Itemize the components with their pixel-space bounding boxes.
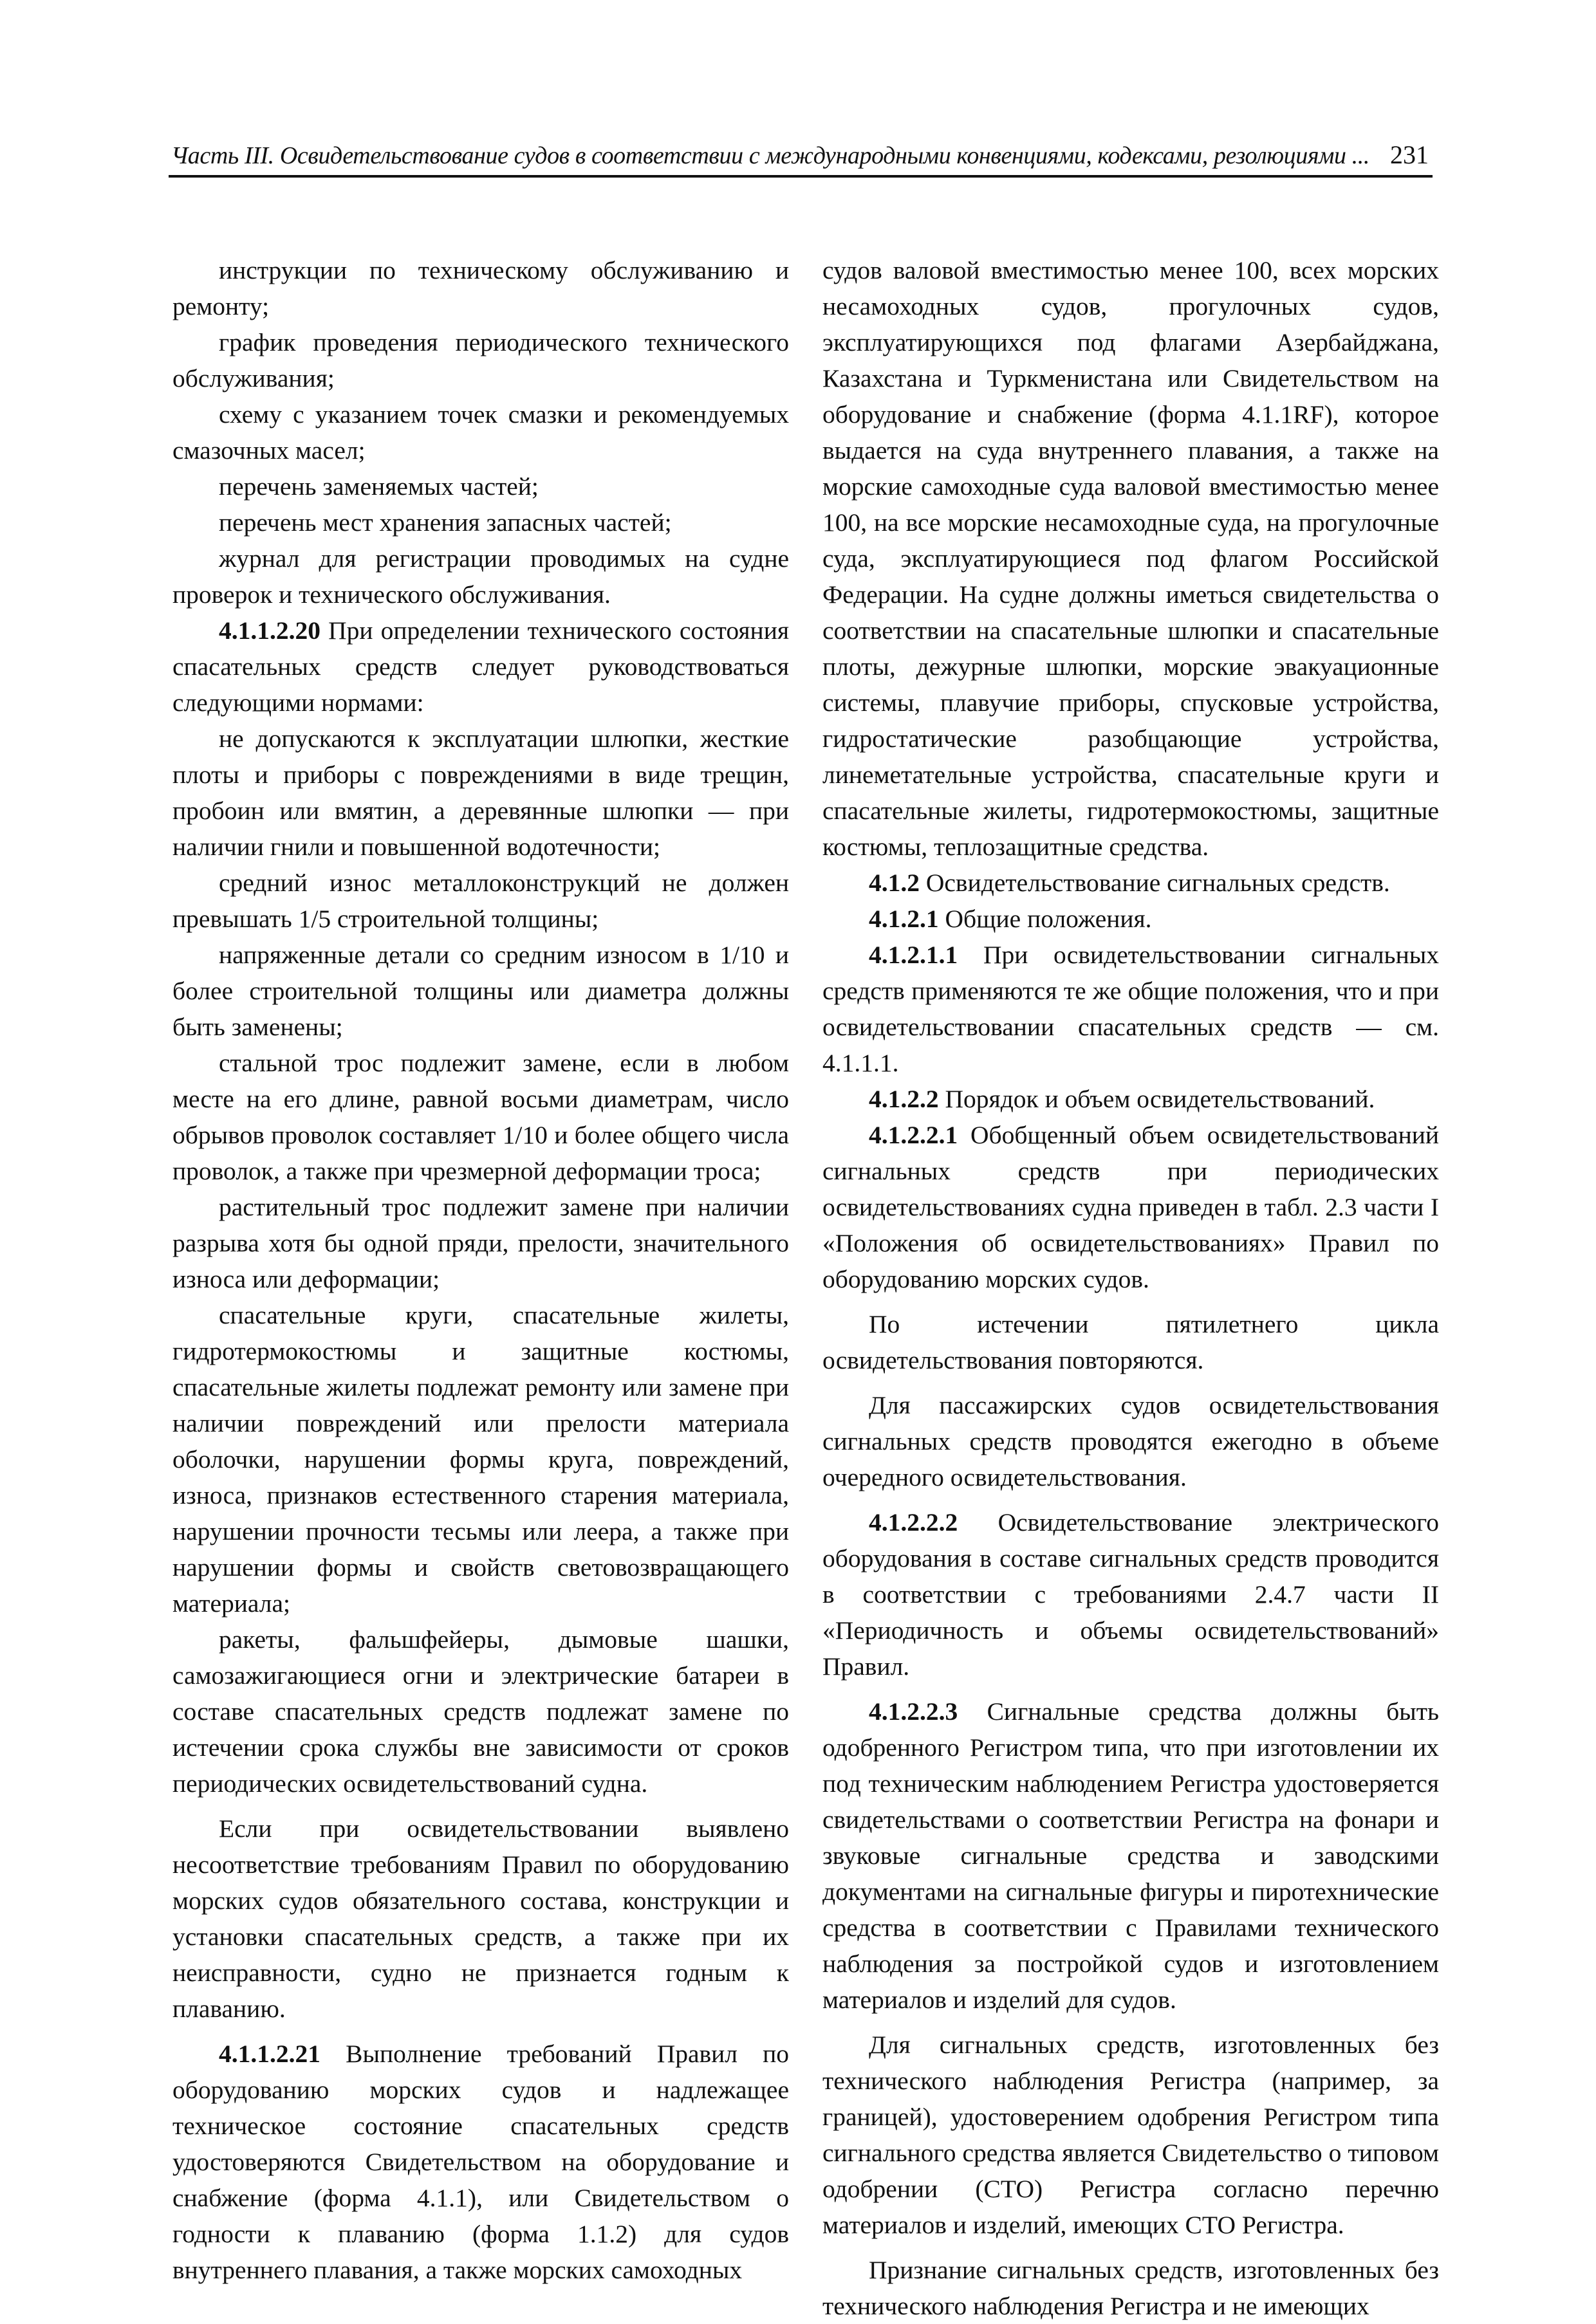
paragraph: перечень заменяемых частей;	[219, 472, 539, 501]
clause-number: 4.1.2.1	[869, 905, 939, 933]
paragraph: журнал для регистрации проводимых на судне проверок и технического обслуживания.	[172, 544, 789, 609]
clause-number: 4.1.2.2.1	[869, 1121, 958, 1149]
paragraph-numbered: 4.1.2.1.1 При освидетельствовании сигнальных средств применяются те же общие положения, что и при освидетельствовании спасательных средств — см. 4.1.1.1.	[822, 941, 1439, 1077]
paragraph-numbered: 4.1.1.2.21 Выполнение требований Правил по оборудованию морских судов и надлежащее техническое состояние спасательных средств удостоверяются Свидетельством на оборудование и снабжение (форма 4.1.1), или Свидетельством о годности к плаванию (форма 1.1.2) для судов внутреннего плавания, а также морских самоходных	[172, 2040, 789, 2284]
paragraph: стальной трос подлежит замене, если в любом месте на его длине, равной восьми диаметрам, число обрывов проволок составляет 1/10 и более общего числа проволок, а также при чрезмерной деформации троса;	[172, 1049, 789, 1185]
paragraph: растительный трос подлежит замене при наличии разрыва хотя бы одной пряди, прелости, значительного износа или деформации;	[172, 1193, 789, 1293]
paragraph: график проведения периодического технического обслуживания;	[172, 328, 789, 392]
paragraph: схему с указанием точек смазки и рекомендуемых смазочных масел;	[172, 400, 789, 465]
header-title: Часть III. Освидетельствование судов в соответствии с международными конвенциями, кодексами, резолюциями ...	[171, 142, 1369, 169]
clause-number: 4.1.2.1.1	[869, 941, 958, 969]
paragraph: Для пассажирских судов освидетельствования сигнальных средств проводятся ежегодно в объеме очередного освидетельствования.	[822, 1391, 1439, 1491]
paragraph-numbered: 4.1.1.2.20 При определении технического состояния спасательных средств следует руководствоваться следующими нормами:	[172, 616, 789, 717]
paragraph-numbered: 4.1.2.1 Общие положения.	[869, 905, 1152, 933]
paragraph-numbered: 4.1.2 Освидетельствование сигнальных средств.	[869, 869, 1390, 897]
page-number: 231	[1390, 140, 1429, 169]
left-column	[172, 252, 789, 2288]
clause-number: 4.1.2.2.2	[869, 1508, 958, 1536]
clause-number: 4.1.2.2.3	[869, 1697, 958, 1726]
clause-number: 4.1.1.2.21	[219, 2040, 320, 2068]
running-header	[169, 136, 1433, 178]
clause-number: 4.1.2.2	[869, 1085, 939, 1113]
paragraph: спасательные круги, спасательные жилеты, гидротермокостюмы и защитные костюмы, спасательные жилеты подлежат ремонту или замене при наличии повреждений или прелости материала оболочки, нарушении формы круга, повреждений, износа, признаков естественного старения материала, нарушении прочности тесьмы или леера, а также при нарушении формы и свойств световозвращающего материала;	[172, 1301, 789, 1618]
paragraph: инструкции по техническому обслуживанию и ремонту;	[172, 256, 789, 320]
paragraph: судов валовой вместимостью менее 100, всех морских несамоходных судов, прогулочных судов, эксплуатирующихся под флагами Азербайджана, Казахстана и Туркменистана или Свидетельством на оборудование и снабжение (форма 4.1.1RF), которое выдается на суда внутреннего плавания, а также на морские самоходные суда валовой вместимостью менее 100, на все морские несамоходные суда, на прогулочные суда, эксплуатирующиеся под флагом Российской Федерации. На судне должны иметься свидетельства о соответствии на спасательные шлюпки и спасательные плоты, дежурные шлюпки, морские эвакуационные системы, плавучие приборы, спусковые устройства, гидростатические разобщающие устройства, линеметательные устройства, спасательные круги и спасательные жилеты, гидротермокостюмы, защитные костюмы, теплозащитные средства.	[822, 256, 1439, 861]
clause-number: 4.1.1.2.20	[219, 616, 320, 645]
paragraph-numbered: 4.1.2.2.2 Освидетельствование электрического оборудования в составе сигнальных средств проводится в соответствии с требованиями 2.4.7 части II «Периодичность и объемы освидетельствований» Правил.	[822, 1508, 1439, 1681]
paragraph: Для сигнальных средств, изготовленных без технического наблюдения Регистра (например, за границей), удостоверением одобрения Регистром типа сигнального средства является Свидетельство о типовом одобрении (СТО) Регистра согласно перечню материалов и изделий, имеющих СТО Регистра.	[822, 2031, 1439, 2239]
paragraph: Если при освидетельствовании выявлено несоответствие требованиям Правил по оборудованию морских судов обязательного состава, конструкции и установки спасательных средств, а также при их неисправности, судно не признается годным к плаванию.	[172, 1814, 789, 2023]
paragraph: перечень мест хранения запасных частей;	[219, 508, 672, 537]
paragraph: Признание сигнальных средств, изготовленных без технического наблюдения Регистра и не имеющих	[822, 2256, 1439, 2320]
paragraph-numbered: 4.1.2.2.3 Сигнальные средства должны быть одобренного Регистром типа, что при изготовлении их под техническим наблюдением Регистра удостоверяется свидетельствами о соответствии Регистра на фонари и звуковые сигнальные средства и заводскими документами на сигнальные фигуры и пиротехнические средства в соответствии с Правилами технического наблюдения за постройкой судов и изготовлением материалов и изделий для судов.	[822, 1697, 1439, 2014]
paragraph-numbered: 4.1.2.2.1 Обобщенный объем освидетельствований сигнальных средств при периодических освидетельствованиях судна приведен в табл. 2.3 части I «Положения об освидетельствованиях» Правил по оборудованию морских судов.	[822, 1121, 1439, 1293]
paragraph: напряженные детали со средним износом в 1/10 и более строительной толщины или диаметра должны быть заменены;	[172, 941, 789, 1041]
right-column	[822, 252, 1439, 2324]
paragraph: По истечении пятилетнего цикла освидетельствования повторяются.	[822, 1310, 1439, 1374]
paragraph-numbered: 4.1.2.2 Порядок и объем освидетельствований.	[869, 1085, 1375, 1113]
paragraph: ракеты, фальшфейеры, дымовые шашки, самозажигающиеся огни и электрические батареи в составе спасательных средств подлежат замене по истечении срока службы вне зависимости от сроков периодических освидетельствований судна.	[172, 1625, 789, 1798]
paragraph: не допускаются к эксплуатации шлюпки, жесткие плоты и приборы с повреждениями в виде трещин, пробоин или вмятин, а деревянные шлюпки — при наличии гнили и повышенной водотечности;	[172, 724, 789, 861]
paragraph: средний износ металлоконструкций не должен превышать 1/5 строительной толщины;	[172, 869, 789, 933]
clause-number: 4.1.2	[869, 869, 920, 897]
